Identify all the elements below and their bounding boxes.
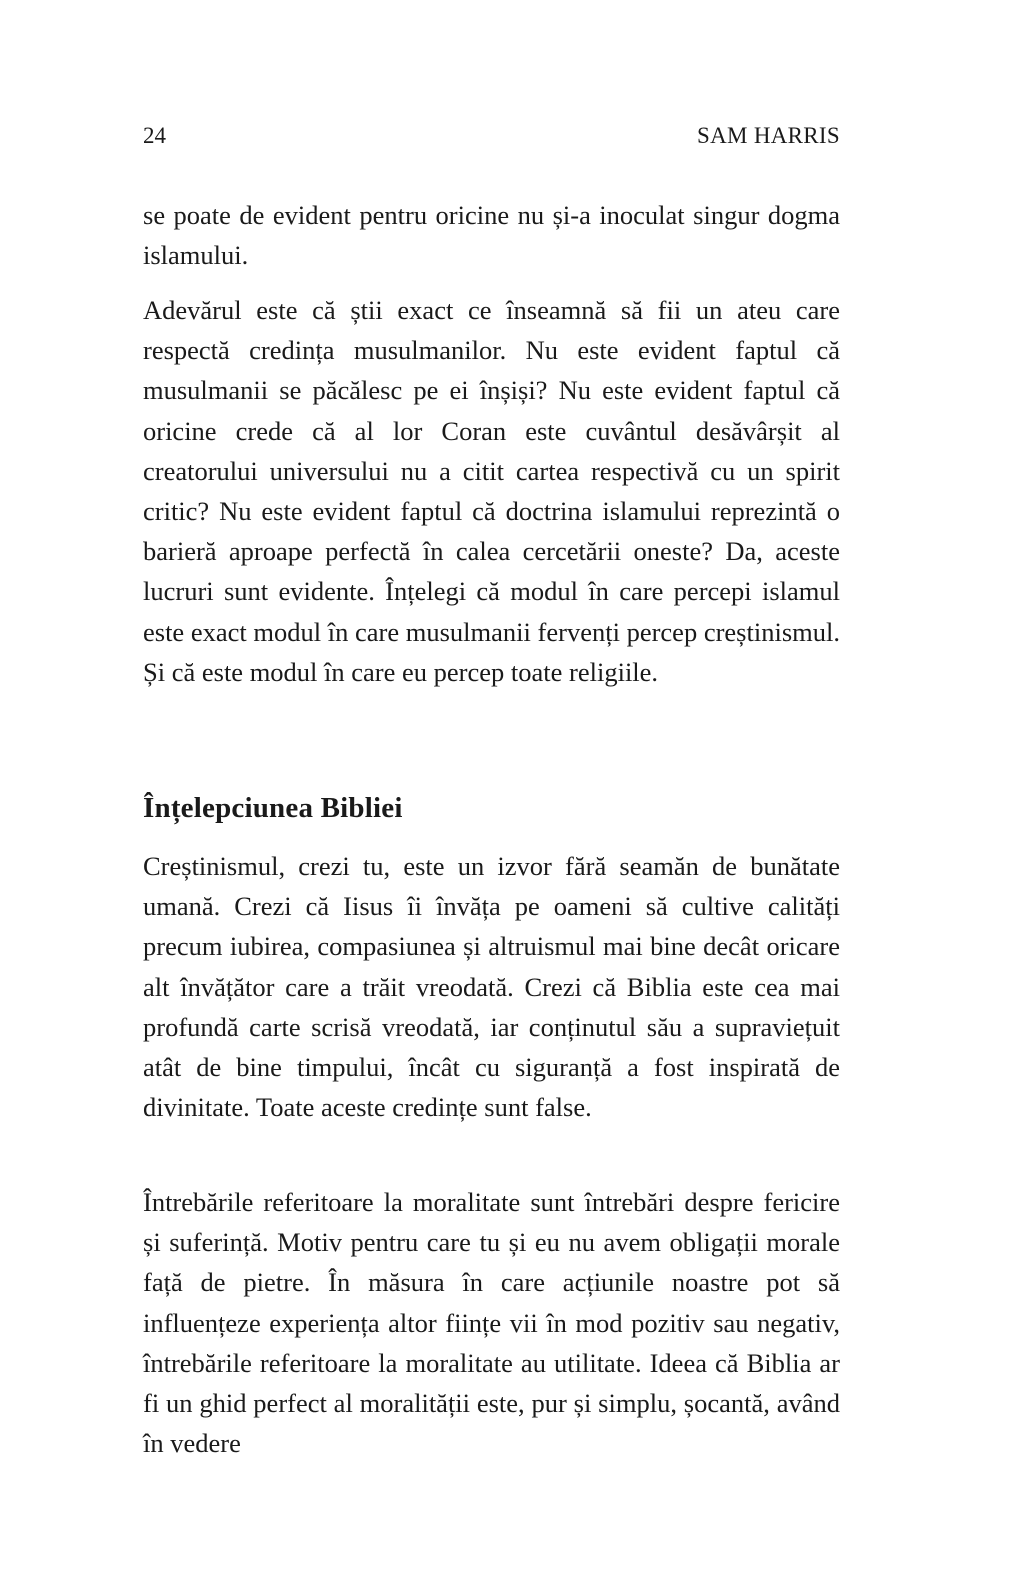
section-heading: Înțelepciunea Bibliei — [143, 792, 403, 824]
body-paragraph: Creștinismul, crezi tu, este un izvor fără seamăn de bunătate umană. Crezi că Iisus îi învăța pe oameni să cultive calități precum iubirea, compasiunea și altruismul mai bine decât oricare alt învățător care a trăit vreodată. Crezi că Biblia este cea mai profundă carte scrisă vreodată, iar conținutul său a supraviețuit atât de bine timpului, încât cu siguranță a fost inspirată de divinitate. Toate aceste credințe sunt false. — [143, 851, 840, 1123]
page-number: 24 — [143, 123, 166, 148]
running-head-author: SAM HARRIS — [697, 123, 840, 148]
page-header — [143, 118, 840, 154]
body-paragraph: Întrebările referitoare la moralitate sunt întrebări despre fericire și suferință. Motiv pentru care tu și eu nu avem obligații morale față de pietre. În măsura în care acțiunile noastre pot să influențeze experiența altor ființe vii în mod pozitiv sau negativ, întrebările referitoare la moralitate au utilitate. Ideea că Biblia ar fi un ghid perfect al moralității este, pur și simplu, șocantă, având în vedere — [143, 1187, 840, 1459]
body-paragraph: Adevărul este că știi exact ce înseamnă să fii un ateu care respectă credința musulmanilor. Nu este evident faptul că musulmanii se păcălesc pe ei înșiși? Nu este evident faptul că oricine crede că al lor Coran este cuvântul desăvârșit al creatorului universului nu a citit cartea respectivă cu un spirit critic? Nu este evident faptul că doctrina islamului reprezintă o barieră aproape perfectă în calea cercetării oneste? Da, aceste lucruri sunt evidente. Înțelegi că modul în care percepi islamul este exact modul în care musulmanii fervenți percep creștinismul. Și că este modul în care eu percep toate religiile. — [143, 295, 840, 687]
body-paragraph: se poate de evident pentru oricine nu și-a inoculat singur dogma islamului. — [143, 200, 840, 271]
